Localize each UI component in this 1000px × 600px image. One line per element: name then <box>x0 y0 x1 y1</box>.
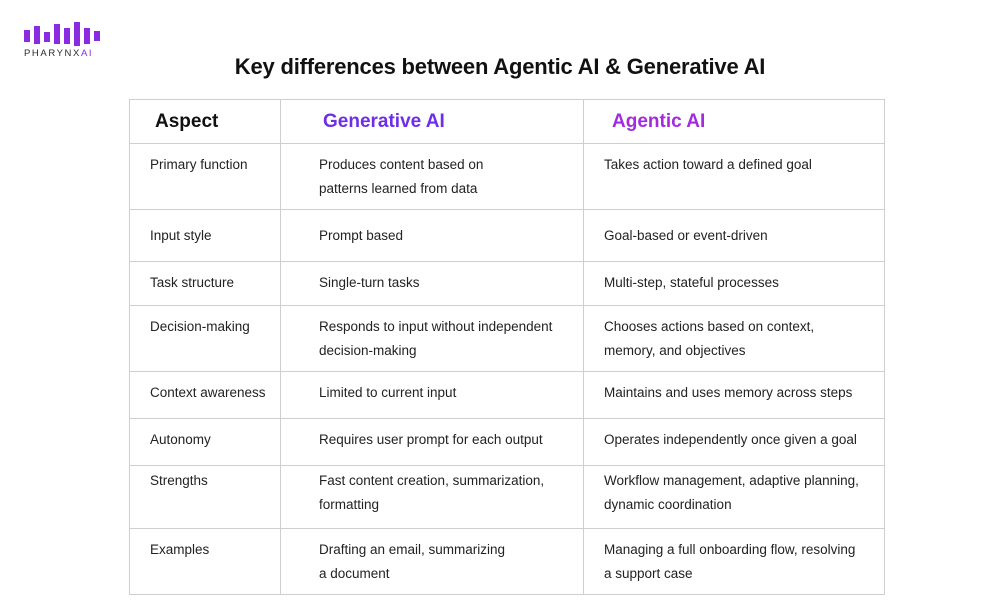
brand-name-main: PHARYNX <box>24 48 81 59</box>
generative-cell: Prompt based <box>281 210 584 262</box>
agentic-cell: Goal-based or event-driven <box>584 210 885 262</box>
table-row <box>130 372 885 419</box>
aspect-cell: Examples <box>130 529 281 595</box>
table-row <box>130 262 885 306</box>
table-row <box>130 466 885 529</box>
page-title: Key differences between Agentic AI & Generative AI <box>234 54 766 79</box>
aspect-cell: Primary function <box>130 144 281 210</box>
aspect-cell: Context awareness <box>130 372 281 419</box>
table-row <box>130 210 885 262</box>
brand-name-accent: AI <box>80 48 94 59</box>
table-row <box>130 419 885 466</box>
header-agentic-ai: Agentic AI <box>584 100 885 144</box>
generative-cell: Single-turn tasks <box>281 262 584 306</box>
generative-cell: Requires user prompt for each output <box>281 419 584 466</box>
table-row <box>130 144 885 210</box>
agentic-cell: Managing a full onboarding flow, resolving a support case <box>584 529 885 595</box>
aspect-cell: Autonomy <box>130 419 281 466</box>
agentic-cell: Takes action toward a defined goal <box>584 144 885 210</box>
agentic-cell: Workflow management, adaptive planning, dynamic coordination <box>584 466 885 529</box>
header-aspect: Aspect <box>130 100 281 144</box>
table-row <box>130 306 885 372</box>
agentic-cell: Operates independently once given a goal <box>584 419 885 466</box>
generative-cell: Produces content based on patterns learned from data <box>281 144 584 210</box>
header-generative-ai: Generative AI <box>281 100 584 144</box>
generative-cell: Responds to input without independent decision-making <box>281 306 584 372</box>
generative-cell: Fast content creation, summarization, formatting <box>281 466 584 529</box>
table-row <box>130 529 885 595</box>
agentic-cell: Multi-step, stateful processes <box>584 262 885 306</box>
sound-wave-logo-icon <box>24 22 104 46</box>
comparison-table <box>129 99 885 595</box>
aspect-cell: Strengths <box>130 466 281 529</box>
aspect-cell: Task structure <box>130 262 281 306</box>
aspect-cell: Decision-making <box>130 306 281 372</box>
aspect-cell: Input style <box>130 210 281 262</box>
agentic-cell: Chooses actions based on context, memory, and objectives <box>584 306 885 372</box>
agentic-cell: Maintains and uses memory across steps <box>584 372 885 419</box>
generative-cell: Drafting an email, summarizing a document <box>281 529 584 595</box>
table-header-row <box>130 100 885 144</box>
generative-cell: Limited to current input <box>281 372 584 419</box>
